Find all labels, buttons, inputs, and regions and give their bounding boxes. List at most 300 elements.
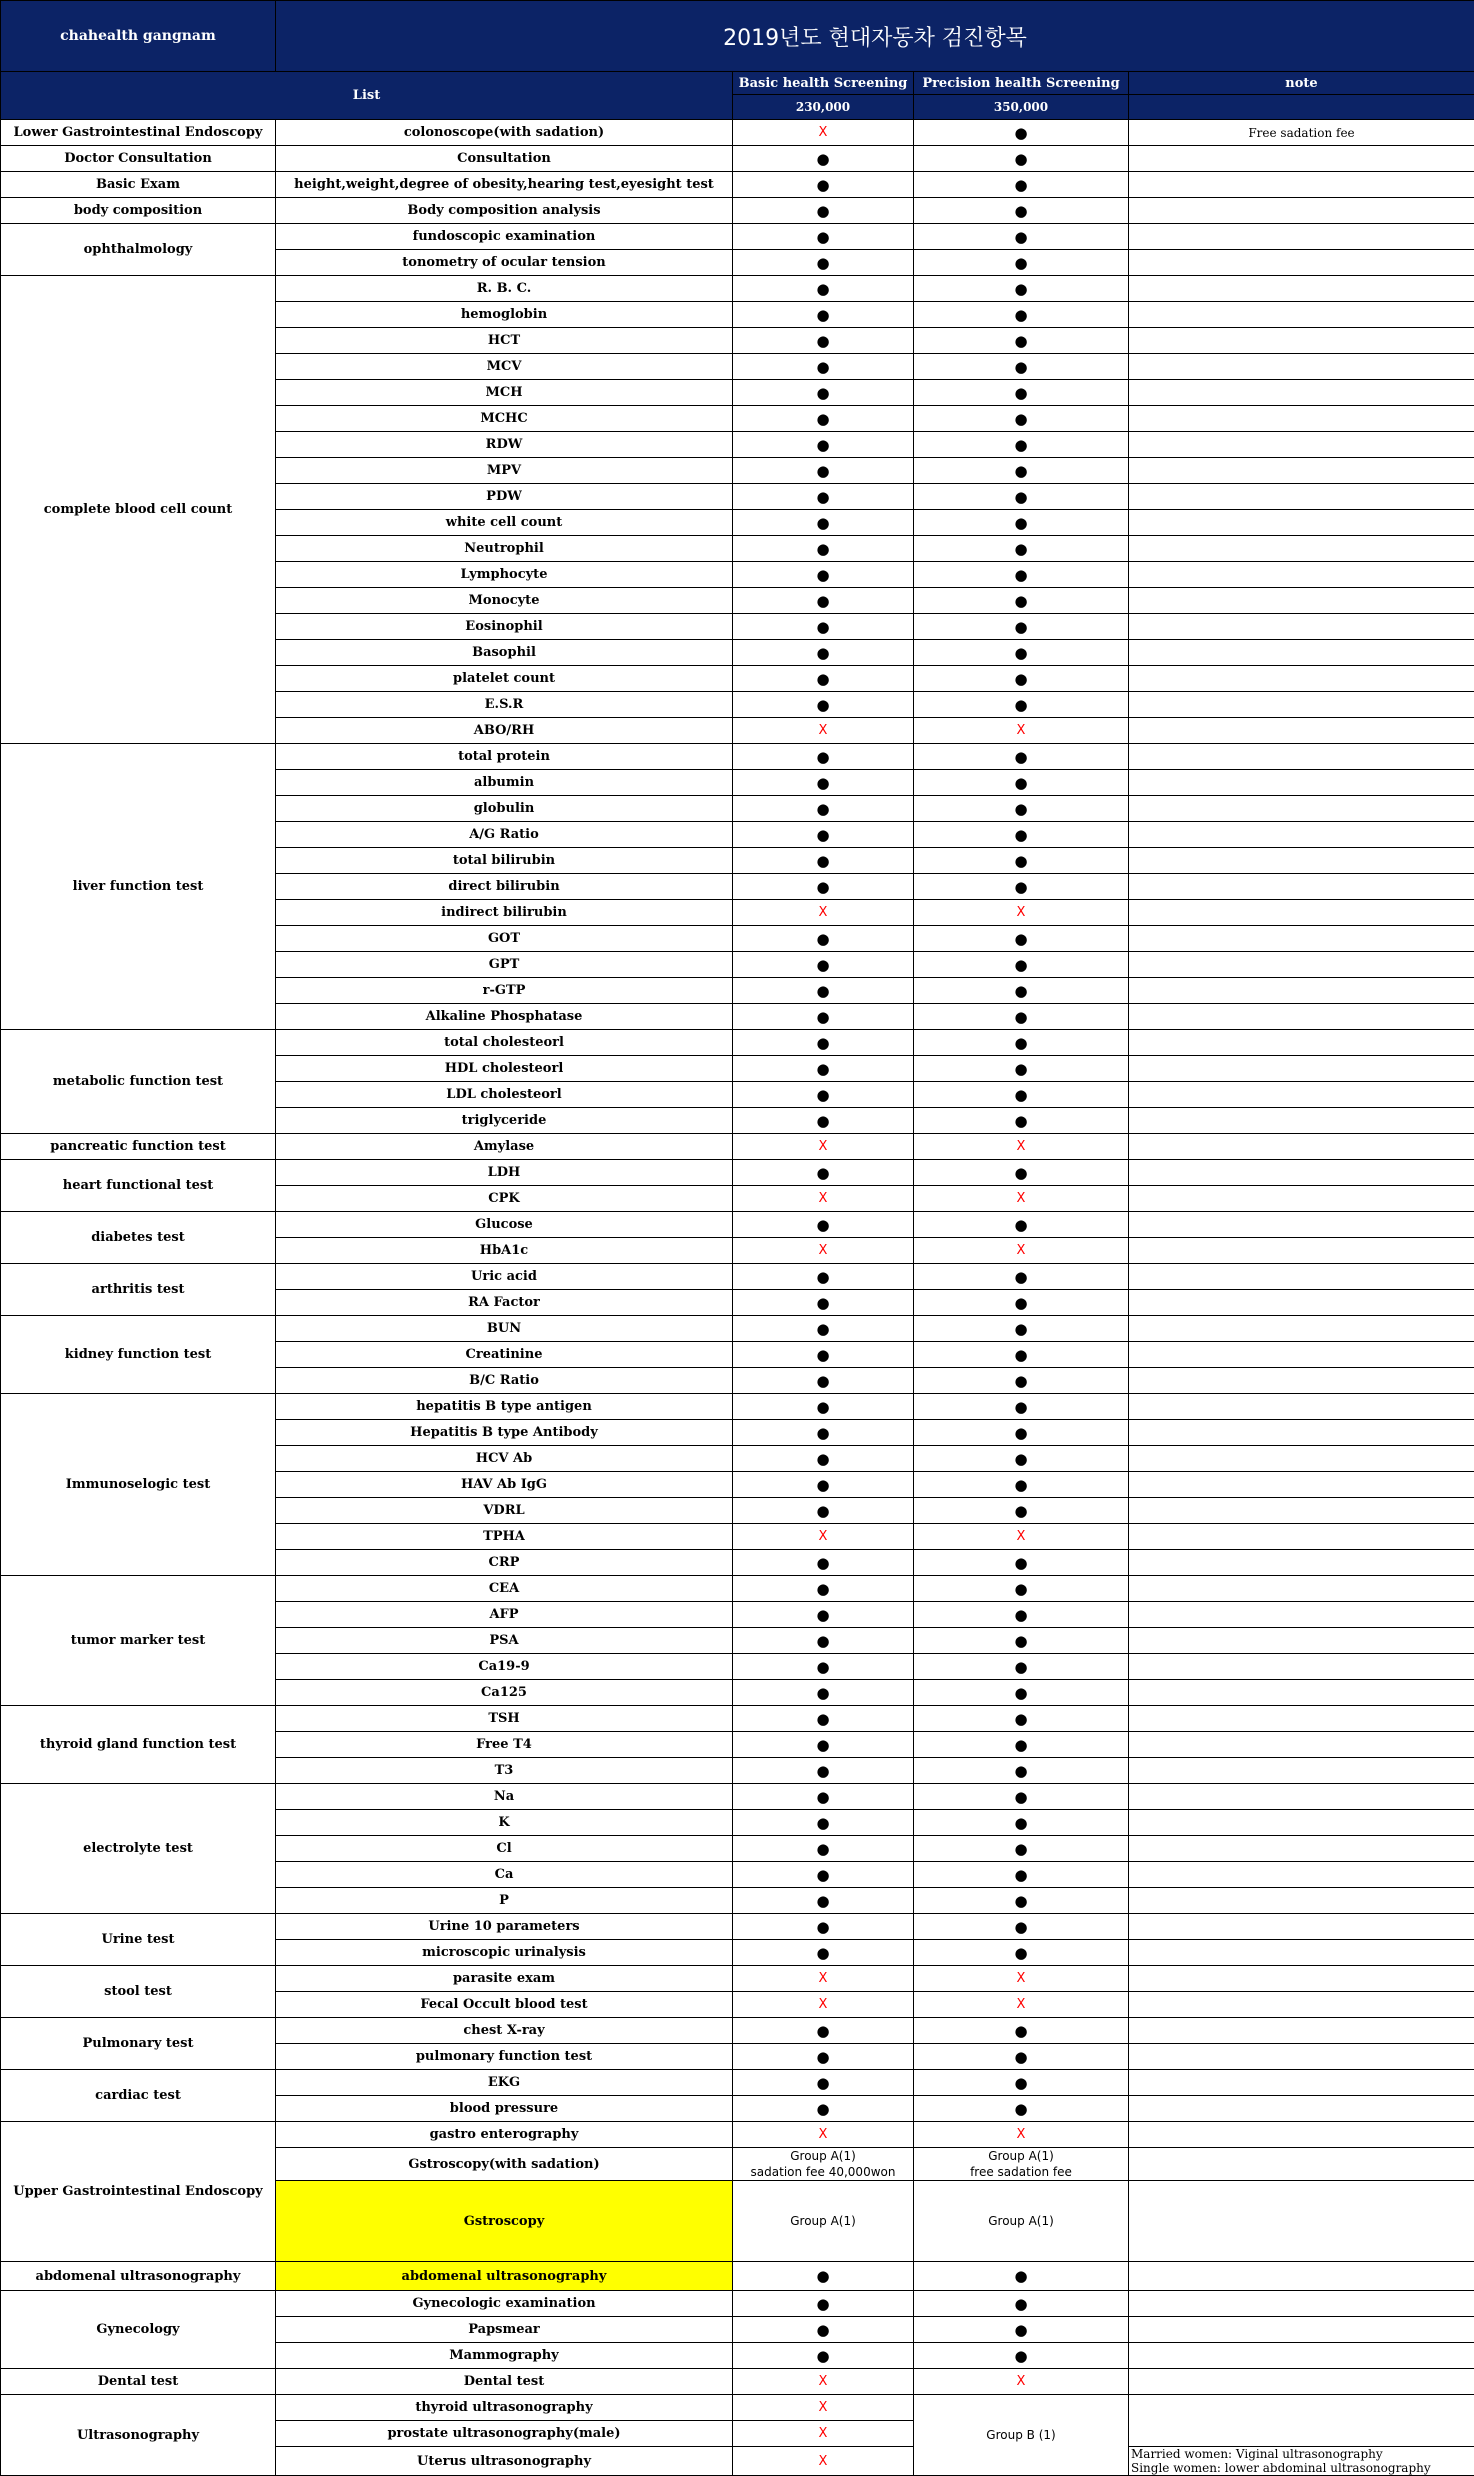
basic-cell: ● xyxy=(733,1680,914,1706)
note-cell xyxy=(1129,1940,1474,1966)
note-cell xyxy=(1129,588,1474,614)
precision-cell: ● xyxy=(914,562,1129,588)
item-cell: HCV Ab xyxy=(276,1446,733,1472)
basic-cell: X xyxy=(733,2122,914,2148)
item-cell: Papsmear xyxy=(276,2317,733,2343)
note-cell xyxy=(1129,1316,1474,1342)
category-cell: Basic Exam xyxy=(1,172,276,198)
note-cell xyxy=(1129,640,1474,666)
note-cell xyxy=(1129,1186,1474,1212)
basic-cell: ● xyxy=(733,1342,914,1368)
basic-cell: X xyxy=(733,2395,914,2421)
basic-cell xyxy=(733,2148,914,2181)
table-row xyxy=(1,172,1474,198)
item-cell: Body composition analysis xyxy=(276,198,733,224)
table-row xyxy=(1,2262,1474,2291)
item-cell: HAV Ab IgG xyxy=(276,1472,733,1498)
note-cell xyxy=(1129,172,1474,198)
item-cell: Free T4 xyxy=(276,1732,733,1758)
category-cell: cardiac test xyxy=(1,2070,276,2122)
item-cell: Basophil xyxy=(276,640,733,666)
note-cell xyxy=(1129,1394,1474,1420)
note-cell xyxy=(1129,1472,1474,1498)
precision-screening-header: Precision health Screening xyxy=(914,72,1129,95)
item-cell: GOT xyxy=(276,926,733,952)
item-cell: EKG xyxy=(276,2070,733,2096)
note-cell xyxy=(1129,1758,1474,1784)
category-cell: abdomenal ultrasonography xyxy=(1,2262,276,2291)
note-cell xyxy=(1129,900,1474,926)
precision-cell xyxy=(914,2148,1129,2181)
precision-cell: X xyxy=(914,1966,1129,1992)
basic-cell: ● xyxy=(733,874,914,900)
item-cell: indirect bilirubin xyxy=(276,900,733,926)
precision-cell: ● xyxy=(914,2070,1129,2096)
item-cell: Consultation xyxy=(276,146,733,172)
basic-cell: ● xyxy=(733,2317,914,2343)
note-cell xyxy=(1129,1810,1474,1836)
item-cell: PDW xyxy=(276,484,733,510)
precision-cell: ● xyxy=(914,926,1129,952)
basic-cell: X xyxy=(733,718,914,744)
category-cell: Pulmonary test xyxy=(1,2018,276,2070)
basic-cell: ● xyxy=(733,224,914,250)
precision-cell: ● xyxy=(914,1290,1129,1316)
item-cell: Dental test xyxy=(276,2369,733,2395)
basic-cell: ● xyxy=(733,744,914,770)
item-cell: Gynecologic examination xyxy=(276,2291,733,2317)
note-line: Married women: Viginal ultrasonography xyxy=(1131,2447,1472,2461)
basic-cell: ● xyxy=(733,588,914,614)
precision-cell: ● xyxy=(914,2044,1129,2070)
note-cell xyxy=(1129,432,1474,458)
basic-cell: ● xyxy=(733,1784,914,1810)
basic-cell: X xyxy=(733,1992,914,2018)
item-cell: prostate ultrasonography(male) xyxy=(276,2421,733,2447)
category-cell: tumor marker test xyxy=(1,1576,276,1706)
basic-cell: ● xyxy=(733,1160,914,1186)
item-cell: pulmonary function test xyxy=(276,2044,733,2070)
item-cell: Urine 10 parameters xyxy=(276,1914,733,1940)
precision-cell: Group B (1) xyxy=(914,2395,1129,2476)
table-row xyxy=(1,2122,1474,2148)
item-cell: Hepatitis B type Antibody xyxy=(276,1420,733,1446)
precision-cell: ● xyxy=(914,770,1129,796)
note-cell xyxy=(1129,2447,1474,2476)
item-cell: Cl xyxy=(276,1836,733,1862)
basic-cell: ● xyxy=(733,354,914,380)
note-cell xyxy=(1129,1160,1474,1186)
precision-cell: ● xyxy=(914,380,1129,406)
table-row xyxy=(1,744,1474,770)
category-cell: electrolyte test xyxy=(1,1784,276,1914)
table-row xyxy=(1,198,1474,224)
basic-cell: X xyxy=(733,120,914,146)
category-cell: Upper Gastrointestinal Endoscopy xyxy=(1,2122,276,2262)
precision-cell: ● xyxy=(914,1550,1129,1576)
basic-screening-header: Basic health Screening xyxy=(733,72,914,95)
precision-cell: ● xyxy=(914,848,1129,874)
item-cell: PSA xyxy=(276,1628,733,1654)
note-cell xyxy=(1129,692,1474,718)
note-cell xyxy=(1129,2018,1474,2044)
note-cell xyxy=(1129,2148,1474,2181)
basic-cell: ● xyxy=(733,146,914,172)
brand-name: chahealth gangnam xyxy=(1,1,276,72)
table-row xyxy=(1,1030,1474,1056)
item-cell: T3 xyxy=(276,1758,733,1784)
basic-cell: ● xyxy=(733,1056,914,1082)
precision-cell: ● xyxy=(914,614,1129,640)
table-row xyxy=(1,1394,1474,1420)
basic-cell: X xyxy=(733,1186,914,1212)
note-cell xyxy=(1129,1524,1474,1550)
basic-cell: ● xyxy=(733,406,914,432)
note-cell xyxy=(1129,1550,1474,1576)
item-cell: CPK xyxy=(276,1186,733,1212)
basic-cell: ● xyxy=(733,770,914,796)
note-cell xyxy=(1129,1420,1474,1446)
item-cell: Mammography xyxy=(276,2343,733,2369)
item-cell: abdomenal ultrasonography xyxy=(276,2262,733,2291)
item-cell: CRP xyxy=(276,1550,733,1576)
basic-cell: X xyxy=(733,2421,914,2447)
item-cell: colonoscope(with sadation) xyxy=(276,120,733,146)
precision-cell: ● xyxy=(914,1654,1129,1680)
basic-cell: ● xyxy=(733,848,914,874)
item-cell: Uric acid xyxy=(276,1264,733,1290)
precision-cell: ● xyxy=(914,1680,1129,1706)
precision-cell: ● xyxy=(914,250,1129,276)
category-cell: ophthalmology xyxy=(1,224,276,276)
basic-cell: ● xyxy=(733,1758,914,1784)
precision-cell: ● xyxy=(914,2343,1129,2369)
precision-cell: ● xyxy=(914,2317,1129,2343)
precision-cell: ● xyxy=(914,276,1129,302)
note-cell xyxy=(1129,1290,1474,1316)
item-cell: A/G Ratio xyxy=(276,822,733,848)
precision-cell: Group A(1) xyxy=(914,2181,1129,2262)
note-cell xyxy=(1129,1082,1474,1108)
precision-cell: ● xyxy=(914,1316,1129,1342)
note-cell xyxy=(1129,1368,1474,1394)
category-cell: Urine test xyxy=(1,1914,276,1966)
basic-cell: ● xyxy=(733,1368,914,1394)
page-title: 2019년도 현대자동차 검진항목 xyxy=(276,1,1474,72)
note-cell xyxy=(1129,2343,1474,2369)
item-cell: LDL cholesteorl xyxy=(276,1082,733,1108)
note-cell xyxy=(1129,1914,1474,1940)
precision-cell: X xyxy=(914,718,1129,744)
note-cell xyxy=(1129,354,1474,380)
note-cell xyxy=(1129,536,1474,562)
table-row xyxy=(1,120,1474,146)
basic-cell: ● xyxy=(733,1550,914,1576)
item-cell: Creatinine xyxy=(276,1342,733,1368)
item-cell: TPHA xyxy=(276,1524,733,1550)
basic-cell: ● xyxy=(733,1446,914,1472)
note-line: Single women: lower abdominal ultrasonography xyxy=(1131,2461,1472,2475)
note-cell xyxy=(1129,2122,1474,2148)
item-cell: Na xyxy=(276,1784,733,1810)
precision-cell: ● xyxy=(914,1342,1129,1368)
note-cell xyxy=(1129,848,1474,874)
precision-cell: X xyxy=(914,1992,1129,2018)
note-cell xyxy=(1129,198,1474,224)
item-cell: gastro enterography xyxy=(276,2122,733,2148)
item-cell: Glucose xyxy=(276,1212,733,1238)
precision-cell: ● xyxy=(914,1446,1129,1472)
table-row xyxy=(1,146,1474,172)
precision-cell: ● xyxy=(914,666,1129,692)
basic-cell: ● xyxy=(733,1420,914,1446)
note-cell xyxy=(1129,1264,1474,1290)
item-cell: Eosinophil xyxy=(276,614,733,640)
category-cell: arthritis test xyxy=(1,1264,276,1316)
precision-cell: ● xyxy=(914,1706,1129,1732)
item-cell: MCH xyxy=(276,380,733,406)
basic-cell-line: sadation fee 40,000won xyxy=(735,2164,911,2180)
precision-cell: ● xyxy=(914,406,1129,432)
precision-cell: ● xyxy=(914,1836,1129,1862)
basic-cell: ● xyxy=(733,1628,914,1654)
basic-cell: ● xyxy=(733,1264,914,1290)
basic-cell: ● xyxy=(733,484,914,510)
precision-cell: X xyxy=(914,1186,1129,1212)
category-cell: heart functional test xyxy=(1,1160,276,1212)
category-cell: Immunoselogic test xyxy=(1,1394,276,1576)
category-cell: kidney function test xyxy=(1,1316,276,1394)
precision-cell: ● xyxy=(914,198,1129,224)
precision-cell: ● xyxy=(914,1628,1129,1654)
note-cell xyxy=(1129,2096,1474,2122)
note-cell xyxy=(1129,666,1474,692)
note-cell xyxy=(1129,2369,1474,2395)
basic-cell-line: Group A(1) xyxy=(735,2148,911,2164)
note-cell xyxy=(1129,926,1474,952)
basic-cell: Group A(1) xyxy=(733,2181,914,2262)
table-row xyxy=(1,1134,1474,1160)
precision-cell: ● xyxy=(914,224,1129,250)
note-cell xyxy=(1129,796,1474,822)
precision-cell: ● xyxy=(914,874,1129,900)
note-cell xyxy=(1129,1784,1474,1810)
item-cell: HCT xyxy=(276,328,733,354)
note-cell xyxy=(1129,510,1474,536)
note-cell xyxy=(1129,2070,1474,2096)
basic-cell: ● xyxy=(733,328,914,354)
item-cell: total cholesteorl xyxy=(276,1030,733,1056)
note-cell xyxy=(1129,1446,1474,1472)
precision-cell: ● xyxy=(914,172,1129,198)
item-cell: E.S.R xyxy=(276,692,733,718)
item-cell: albumin xyxy=(276,770,733,796)
item-cell: white cell count xyxy=(276,510,733,536)
precision-cell: ● xyxy=(914,1602,1129,1628)
note-cell xyxy=(1129,562,1474,588)
note-cell xyxy=(1129,952,1474,978)
basic-price: 230,000 xyxy=(733,95,914,120)
item-cell: hepatitis B type antigen xyxy=(276,1394,733,1420)
item-cell: thyroid ultrasonography xyxy=(276,2395,733,2421)
item-cell: blood pressure xyxy=(276,2096,733,2122)
basic-cell: ● xyxy=(733,2096,914,2122)
precision-cell: ● xyxy=(914,640,1129,666)
basic-cell: X xyxy=(733,1238,914,1264)
note-cell xyxy=(1129,2044,1474,2070)
item-cell: VDRL xyxy=(276,1498,733,1524)
note-cell: Free sadation fee xyxy=(1129,120,1474,146)
item-cell: direct bilirubin xyxy=(276,874,733,900)
table-row xyxy=(1,2369,1474,2395)
category-cell: Dental test xyxy=(1,2369,276,2395)
item-cell: globulin xyxy=(276,796,733,822)
precision-cell: ● xyxy=(914,1810,1129,1836)
note-cell xyxy=(1129,744,1474,770)
table-row xyxy=(1,2070,1474,2096)
basic-cell: ● xyxy=(733,1602,914,1628)
table-row xyxy=(1,1784,1474,1810)
precision-cell-line: free sadation fee xyxy=(916,2164,1126,2180)
note-cell xyxy=(1129,1680,1474,1706)
basic-cell: ● xyxy=(733,276,914,302)
basic-cell: ● xyxy=(733,510,914,536)
precision-cell: ● xyxy=(914,796,1129,822)
note-cell xyxy=(1129,2395,1474,2447)
precision-cell: ● xyxy=(914,484,1129,510)
precision-cell: ● xyxy=(914,146,1129,172)
basic-cell: ● xyxy=(733,692,914,718)
item-cell: CEA xyxy=(276,1576,733,1602)
table-row xyxy=(1,1966,1474,1992)
note-cell xyxy=(1129,2181,1474,2262)
basic-cell: X xyxy=(733,1966,914,1992)
table-row xyxy=(1,2291,1474,2317)
item-cell: chest X-ray xyxy=(276,2018,733,2044)
note-cell xyxy=(1129,224,1474,250)
note-cell xyxy=(1129,1108,1474,1134)
basic-cell: ● xyxy=(733,1394,914,1420)
table-body xyxy=(1,120,1474,2476)
note-cell xyxy=(1129,1238,1474,1264)
note-cell xyxy=(1129,276,1474,302)
precision-cell: ● xyxy=(914,1940,1129,1966)
precision-cell: ● xyxy=(914,120,1129,146)
item-cell: Ca xyxy=(276,1862,733,1888)
basic-cell: ● xyxy=(733,1836,914,1862)
category-cell: pancreatic function test xyxy=(1,1134,276,1160)
precision-cell: ● xyxy=(914,536,1129,562)
basic-cell: ● xyxy=(733,1108,914,1134)
note-cell xyxy=(1129,250,1474,276)
basic-cell: X xyxy=(733,2447,914,2476)
item-cell: height,weight,degree of obesity,hearing test,eyesight test xyxy=(276,172,733,198)
precision-cell: ● xyxy=(914,432,1129,458)
note-cell xyxy=(1129,770,1474,796)
precision-cell: ● xyxy=(914,1784,1129,1810)
basic-cell: ● xyxy=(733,978,914,1004)
basic-cell: ● xyxy=(733,1940,914,1966)
basic-cell: ● xyxy=(733,1706,914,1732)
table-row xyxy=(1,224,1474,250)
item-cell: HDL cholesteorl xyxy=(276,1056,733,1082)
note-cell xyxy=(1129,1862,1474,1888)
category-cell: diabetes test xyxy=(1,1212,276,1264)
basic-cell: ● xyxy=(733,1732,914,1758)
item-cell: hemoglobin xyxy=(276,302,733,328)
table-row xyxy=(1,1264,1474,1290)
precision-cell: ● xyxy=(914,1758,1129,1784)
note-cell xyxy=(1129,1966,1474,1992)
precision-cell: ● xyxy=(914,1732,1129,1758)
item-cell: Ca125 xyxy=(276,1680,733,1706)
precision-cell: X xyxy=(914,1524,1129,1550)
note-cell xyxy=(1129,1498,1474,1524)
precision-cell: ● xyxy=(914,1862,1129,1888)
note-cell xyxy=(1129,874,1474,900)
basic-cell: ● xyxy=(733,302,914,328)
basic-cell: ● xyxy=(733,2070,914,2096)
precision-cell: ● xyxy=(914,2096,1129,2122)
note-cell xyxy=(1129,1602,1474,1628)
basic-cell: ● xyxy=(733,952,914,978)
item-cell: Monocyte xyxy=(276,588,733,614)
note-cell xyxy=(1129,328,1474,354)
precision-cell: ● xyxy=(914,588,1129,614)
basic-cell: ● xyxy=(733,1316,914,1342)
item-cell: K xyxy=(276,1810,733,1836)
basic-cell: ● xyxy=(733,1498,914,1524)
precision-cell: ● xyxy=(914,302,1129,328)
precision-cell: ● xyxy=(914,1498,1129,1524)
basic-cell: ● xyxy=(733,1862,914,1888)
precision-cell: ● xyxy=(914,510,1129,536)
table-row xyxy=(1,1316,1474,1342)
item-cell: Amylase xyxy=(276,1134,733,1160)
basic-cell: ● xyxy=(733,1472,914,1498)
basic-cell: X xyxy=(733,2369,914,2395)
basic-cell: ● xyxy=(733,380,914,406)
table-row xyxy=(1,1576,1474,1602)
item-cell: P xyxy=(276,1888,733,1914)
precision-price: 350,000 xyxy=(914,95,1129,120)
note-cell xyxy=(1129,458,1474,484)
note-cell xyxy=(1129,2317,1474,2343)
precision-cell: ● xyxy=(914,1914,1129,1940)
basic-cell: X xyxy=(733,1524,914,1550)
basic-cell: ● xyxy=(733,1212,914,1238)
note-cell xyxy=(1129,1056,1474,1082)
category-cell: Ultrasonography xyxy=(1,2395,276,2476)
precision-cell: ● xyxy=(914,1368,1129,1394)
table-row xyxy=(1,2395,1474,2421)
item-cell: Gstroscopy xyxy=(276,2181,733,2262)
item-cell: Neutrophil xyxy=(276,536,733,562)
precision-cell: ● xyxy=(914,1160,1129,1186)
category-cell: body composition xyxy=(1,198,276,224)
precision-cell: ● xyxy=(914,328,1129,354)
item-cell: MCHC xyxy=(276,406,733,432)
basic-cell: ● xyxy=(733,666,914,692)
list-header: List xyxy=(1,72,733,120)
item-cell: TSH xyxy=(276,1706,733,1732)
basic-cell: ● xyxy=(733,1576,914,1602)
basic-cell: ● xyxy=(733,2262,914,2291)
basic-cell: ● xyxy=(733,458,914,484)
precision-cell: X xyxy=(914,1134,1129,1160)
item-cell: Ca19-9 xyxy=(276,1654,733,1680)
note-cell xyxy=(1129,1628,1474,1654)
